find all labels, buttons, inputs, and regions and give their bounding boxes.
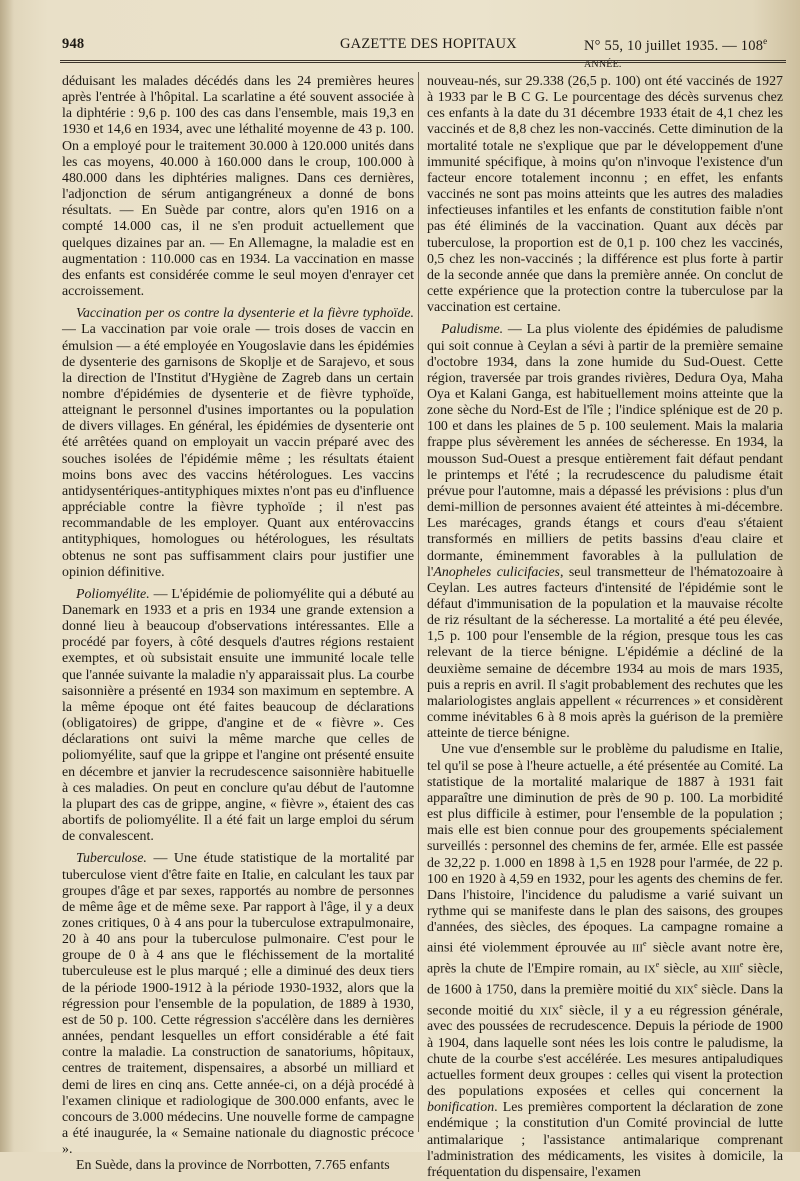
century-sup-3: e bbox=[739, 960, 744, 970]
italie-text-g: . Les premières comportent la déclaration de zone endémique ; la constitution d'un Comité provincial de lutte antimalarique ; l'assistance antimalarique comprenant l'administration des médicaments, les visites à domicile, la fréquentation du dispensaire, l'examen bbox=[427, 1100, 783, 1180]
paragraph-suede: En Suède, dans la province de Norrbotten, 7.765 enfants bbox=[76, 1158, 390, 1174]
right-column bbox=[427, 74, 783, 1181]
italie-text-b: siècle avant notre ère, après la chute de l'Empire romain, au bbox=[427, 940, 783, 977]
section-heading-tuberculose: Tuberculose. bbox=[76, 851, 147, 867]
species-name: Anopheles culicifacies bbox=[433, 564, 560, 580]
century-roman-3: XIII bbox=[720, 963, 740, 976]
century-sup-2: e bbox=[655, 960, 660, 970]
italie-text-a: Une vue d'ensemble sur le problème du paludisme en Italie, tel qu'il se pose à l'heure actuelle, a été présentée au Comité. La statistique de la mortalité malarique de 1887 à 1931 fait apparaître une diminution de près de 90 p. 100. La morbidité est plus difficile à estimer, pour l'ensemble de la population ; mais elle est bien connue pour des groupements spécialement surveillés : personnel des chemins de fer, armée. Elle est passée de 32,22 p. 1.000 en 1898 à 1,5 en 1928 pour l'armée, de 22 p. 100 en 1920 à 4,59 en 1932, pour les agents des chemins de fer. Dans l'histoire, l'incidence du paludisme a varié suivant un rythme qui se manifeste dans le plan des saisons, des groupes d'années, des siècles, des époques. La campagne romaine a ainsi été violemment éprouvée au bbox=[427, 742, 783, 956]
century-sup-5: e bbox=[559, 1001, 563, 1011]
paragraph-poliomyelite bbox=[62, 587, 414, 846]
left-column bbox=[62, 74, 414, 1174]
paragraph-bcg-suede: nouveau-nés, sur 29.338 (26,5 p. 100) ont été vaccinés de 1927 à 1933 par le B C G. Le pourcentage des décès survenus chez ces enfants à la date du 31 décembre 1933 était de 4,1 chez les vaccinés et de 8,8 chez les non-vaccinés. Cette diminution de la mortalité totale ne s'explique que par le développement d'une immunité spécifique, à moins qu'on n'invoque l'existence d'un facteur encore totalement inconnu ; en effet, les enfants vaccinés ne sont pas moins atteints que les autres des maladies infectieuses infantiles et les enfants de constitution faible n'ont pas été éliminés de la vaccination. Quant aux décès par tuberculose, la proportion est de 0,1 p. 100 chez les vaccinés, 0,5 chez les non-vaccinés ; la différence est plus forte à partir de la seconde année que dans la première année. On conclut de cette expérience que la protection contre la tuberculose par la vaccination est certaine. bbox=[427, 74, 783, 316]
section-heading-paludisme: Paludisme. bbox=[441, 322, 504, 338]
section-body-paludisme-a: — La plus violente des épidémies de paludisme qui soit connue à Ceylan a sévi à partir de la première semaine d'octobre 1934, dans la zone humide du Sud-Ouest. Cette région, traversée par trois grandes rivières, Dedura Oya, Maha Oya et Kalani Ganga, est habituellement moins atteinte que la zone sèche du Nord-Est de l'île ; l'indice splénique est de 20 p. 100 et dans les plaines de 5 p. 100 seulement. Mais la malaria frappe plus sévèrement les années de sécheresse. En 1934, la mousson Sud-Ouest a presque entièrement fait défaut pendant le printemps et l'été ; la recrudescence du paludisme était prévue pour l'automne, mais a dépassé les prévisions : plus d'un demi-million de personnes avaient été atteintes à mi-décembre. Les marécages, grands étangs et cours d'eau s'étaient transformés en milliers de petits bassins d'eau claire et dormante, éminemment favorables à la pullulation de l' bbox=[427, 322, 783, 580]
issue-year-label: ANNÉE. bbox=[584, 58, 622, 70]
century-roman-1: III bbox=[632, 942, 643, 955]
section-heading-vaccination: Vaccination per os contre la dysenterie et la fièvre typhoïde. bbox=[76, 306, 414, 322]
italie-text-d: siècle, de 1600 à 1750, dans la première moitié du bbox=[427, 961, 783, 998]
page-number: 948 bbox=[62, 36, 85, 52]
paragraph-paludisme-italie bbox=[427, 742, 783, 1181]
italie-text-f: siècle, il y a eu régression générale, avec des poussées de recrudescence. Depuis la période de 1900 à 1904, dans laquelle sont nées les lois contre le paludisme, la chute de la courbe s'est accélérée. Les mesures antipaludiques actuelles forment deux groupes : celles qui visent la protection des populations exposées et celles qui concernent la bbox=[427, 1003, 783, 1100]
section-body-vaccination: — La vaccination par voie orale — trois doses de vaccin en émulsion — a été employée en Yougoslavie dans les épidémies de dysenterie des garnisons de Skoplje et de Sarajevo, et sous la direction de l'Institut d'Hygiène de Zagreb dans un certain nombre d'épidémies de dysenterie et de fièvre typhoïde, atteignant le personnel d'usines importantes ou la population de divers villages. En général, les épidémies de dysenterie ont été arrêtées quand on employait un vaccin préparé avec des souches isolées de l'épidémie même ; les résultats étaient moins bons avec des vaccins hétérologues. Les vaccins antidysentériques-antityphiques mixtes n'ont pas eu d'influence appréciable contre la fièvre typhoïde ; il n'est pas recommandable de les employer. Quant aux entérovaccins antityphiques, homologues ou hétérologues, les résultats obtenus ne sont pas suffisamment clairs pour justifier une opinion définitive. bbox=[62, 322, 414, 580]
paragraph-tuberculose bbox=[62, 851, 414, 1158]
italie-text-c: siècle, au bbox=[659, 961, 721, 977]
century-roman-5: XIX bbox=[539, 1005, 560, 1018]
header-rule bbox=[60, 60, 786, 63]
section-body-poliomyelite: — L'épidémie de poliomyélite qui a débuté au Danemark en 1933 et a pris en 1934 une grande extension a donné lieu à beaucoup d'observations intéressantes. Elle a procédé par foyers, à côté desquels d'autres régions restaient exemptes, et où subsistait ensuite une immunité locale telle que l'année suivante la maladie n'y apparaissait plus. La courbe saisonnière a présenté en 1934 son maximum en septembre. A la même époque ont été faites beaucoup de déclarations (obligatoires) de grippe, d'angine et de « fièvre ». Ces déclarations ont suivi la même marche que celles de poliomyélite, sauf que la grippe et l'angine ont présenté ensuite en décembre et janvier la recrudescence saisonnière habituelle à ces maladies. On peut en conclure qu'au début de l'automne la plupart des cas de grippe, angine, « fièvre », étaient des cas abortifs de poliomyélite. Il a été fait un large emploi du sérum de convalescent. bbox=[62, 586, 414, 845]
issue-number-date: N° 55, 10 juillet 1935. — 108 bbox=[584, 37, 764, 54]
journal-title: GAZETTE DES HOPITAUX bbox=[340, 36, 517, 52]
page-header bbox=[62, 36, 780, 70]
issue-info bbox=[584, 36, 780, 72]
section-heading-poliomyelite: Poliomyélite. bbox=[76, 586, 150, 602]
paragraph-vaccination-per-os bbox=[62, 306, 414, 581]
section-body-paludisme-b: , seul transmetteur de l'hématozoaire à Ceylan. Les autres facteurs d'intensité de l'épidémie sont le défaut d'immunisation de la population et la mauvaise récolte de riz résultant de la sécheresse. La mortalité a été peu élevée, 1,5 p. 100 pour l'ensemble de la région, presque tous les cas relevant de la tierce bénigne. L'épidémie a décliné de la deuxième semaine de décembre 1934 au mois de mars 1935, puis a repris en avril. Il s'agit probablement des rechutes que les malariologistes anglais appellent « récurrences » et considèrent comme inévitables 6 à 8 mois après la guérison de la première atteinte de tierce bénigne. bbox=[427, 564, 783, 742]
century-sup-1: e bbox=[643, 939, 647, 949]
paragraph-paludisme-ceylan bbox=[427, 322, 783, 742]
issue-ordinal-sup: e bbox=[763, 36, 768, 46]
century-roman-2: IX bbox=[644, 963, 656, 976]
italie-emphasis: bonification bbox=[427, 1100, 495, 1116]
section-body-tuberculose: — Une étude statistique de la mortalité par tuberculose vient d'être faite en Italie, en calculant les taux par groupes d'âge et par sexes, rapportés au nombre de personnes de même âge et de même sexe. Par rapport à l'âge, il y a deux zones critiques, 0 à 4 ans pour la tuberculose extrapulmonaire, 20 à 40 ans pour la tuberculose pulmonaire. C'est pour le groupe de 0 à 4 ans que le fléchissement de la mortalité tuberculeuse est le plus marqué ; elle a diminué des deux tiers de la période 1900-1912 à la période 1930-1932, alors que la régression pour l'ensemble de la population, de 1889 à 1930, est de 50 p. 100. Cette régression s'accélère dans les dernières années, pendant lesquelles un effort considérable a été fait contre la maladie. La construction de sanatoriums, hôpitaux, centres de traitement, dispensaires, a absorbé un milliard et demi de lires en cinq ans. Cette année-ci, on a déjà procédé à l'examen clinique et radiologique de 300.000 enfants, avec le concours de 3.000 médecins. Une nouvelle forme de campagne a été inaugurée, la « Semaine nationale du diagnostic précoce ». bbox=[62, 851, 414, 1158]
century-sup-4: e bbox=[694, 980, 698, 990]
paragraph-scarlatine-diphterie: déduisant les malades décédés dans les 24 premières heures après l'entrée à l'hôpital. La scarlatine a été souvent associée à la diphtérie : 9,6 p. 100 des cas dans l'ensemble, mais 19,3 en 1930 et 14,6 en 1934, avec une léthalité moyenne de 43 p. 100. On a employé pour le traitement 30.000 à 120.000 unités dans les cas moyens, 40.000 à 160.000 dans le croup, 100.000 à 480.000 dans les diphtéries malignes. Dans ces dernières, l'adjonction de sérum antigangréneux a donné de bons résultats. — En Suède par contre, alors qu'en 1916 on a compté 14.000 cas, il ne s'en produit actuellement que quelques dizaines par an. — En Allemagne, la maladie est en augmentation : 110.000 cas en 1934. La vaccination en masse des enfants est considérée comme le seul moyen d'enrayer cet accroissement. bbox=[62, 74, 414, 300]
century-roman-4: XIX bbox=[674, 984, 695, 997]
column-divider bbox=[418, 72, 419, 1132]
italie-text-e: siècle. Dans la seconde moitié du bbox=[427, 982, 783, 1019]
page-binding-shadow bbox=[0, 0, 14, 1152]
